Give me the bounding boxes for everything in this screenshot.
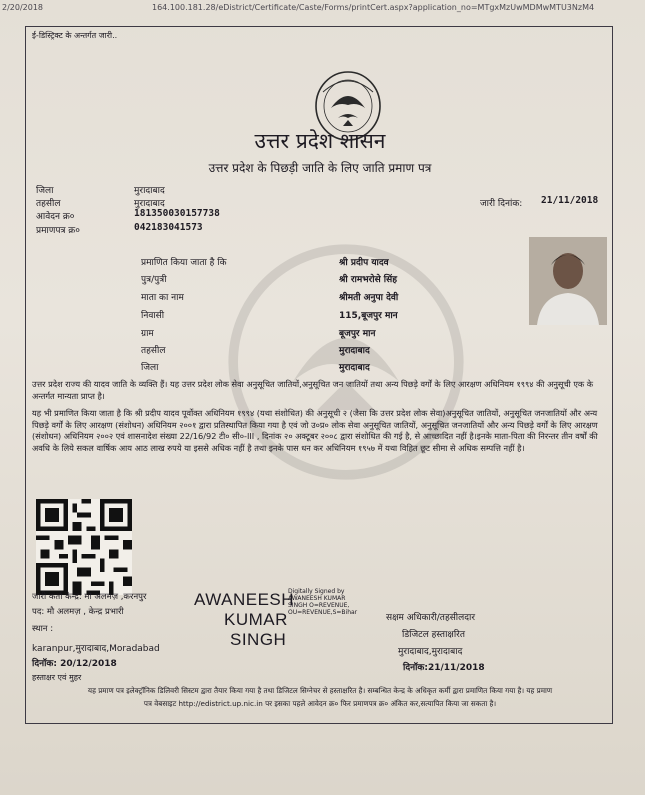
issued-under-text: ई-डिस्ट्रिक्ट के अन्तर्गत जारी..	[32, 31, 118, 40]
certificate-number-label: प्रमाणपत्र क्र०	[36, 226, 80, 236]
issue-date-value: 21/11/2018	[541, 195, 599, 206]
digital-signer-line1: AWANEESH	[194, 590, 295, 609]
digital-signer-line2: KUMAR	[224, 610, 288, 629]
detail-label: तहसील	[141, 346, 166, 356]
issue-date-label: जारी दिनांक:	[480, 199, 523, 209]
tehsil-label: तहसील	[36, 199, 61, 209]
footer-verification: पत्र वेबसाइट http://edistrict.up.nic.in पर इसका पहले आवेदन क्र० फिर प्रमाणपत्र क्र० अंकित कर,सत्यापित किया जा सकता है।	[143, 699, 497, 708]
tehsil-value: मुरादाबाद	[134, 199, 165, 209]
issuer-date: दिनॉक: 20/12/2018	[32, 659, 117, 669]
address-value: 115,बूजपुर मान	[339, 311, 398, 321]
authority-place: मुरादाबाद,मुरादाबाद	[398, 647, 463, 657]
authority-sign: डिजिटल हस्ताक्षरित	[402, 630, 465, 640]
qr-code	[36, 499, 132, 595]
digital-signature-note: Digitally Signed by	[288, 588, 345, 595]
certification-statement: यह भी प्रमाणित किया जाता है कि श्री प्रदीप यादव पूर्वोक्त अधिनियम १९९४ (यथा संशोधित) की अनुसूची २ (जैसा कि उत्तर प्रदेश लोक सेवा)अनुसूचित जातियों, अनुसूचित जनजातियों और अन्य पिछड़े वर्गों के लिए आरक्षण (संशोधन) अधिनियम २००१ द्वारा प्रतिस्थापित किया गया है एवं जो उ०प्र० लोक सेवा अनुसूचित जातियों, अनुसूचित जनजातियों और अन्य पिछड़े वर्गों के लिए आरक्षण (संशोधन) अधिनियम २००२ एवं शासनादेश संख्या 22/16/92 टी० सी०-III , दिनांक २० अक्टूबर २००८ द्वारा संशोधित की गई है, से आच्छादित नहीं है।इनके माता-पिता की निरन्तर तीन वर्षों की अवधि के लिये सकल वार्षिक आय आठ लाख रुपये या इससे अधिक नहीं है तथा इनके पास धन कर अधिनियम १९५७ में यथा विहित छूट सीमा से अधिक सम्पत्ति नहीं है।	[32, 408, 598, 453]
authority-date: दिनॉक:21/11/2018	[403, 663, 485, 673]
detail-label: प्रमाणित किया जाता है कि	[141, 258, 227, 268]
place-value: karanpur,मुरादाबाद,Moradabad	[32, 644, 160, 654]
father-name: श्री रामभरोसे सिंह	[339, 275, 397, 285]
digital-signature-note: SINGH O=REVENUE,	[288, 602, 350, 609]
digital-signer-line3: SINGH	[230, 630, 287, 649]
detail-label: निवासी	[141, 311, 165, 321]
detail-label: पुत्र/पुत्री	[141, 275, 167, 285]
digital-signature-note: AWANEESH KUMAR	[288, 595, 346, 602]
village-value: बूजपुर मान	[339, 329, 376, 339]
district-detail-value: मुरादाबाद	[339, 363, 370, 373]
page-subtitle: उत्तर प्रदेश के पिछड़ी जाति के लिए जाति प्रमाण पत्र	[208, 161, 432, 175]
district-label: जिला	[36, 186, 54, 196]
detail-label: ग्राम	[141, 329, 154, 339]
tehsil-detail-value: मुरादाबाद	[339, 346, 370, 356]
caste-statement: उत्तर प्रदेश राज्य की यादव जाति के व्यक्ति हैं। यह उत्तर प्रदेश लोक सेवा अनुसूचित जातियों,अनुसूचित जन जातियों तथा अन्य पिछड़े वर्गों के लिए आरक्षण अधिनियम १९९४ की अनुसूची एक के अन्तर्गत मान्यता प्राप्त है।	[32, 379, 594, 401]
print-url: 164.100.181.28/eDistrict/Certificate/Caste/Forms/printCert.aspx?application_no=MTgxMzUwMDMwMTU3NzM4	[152, 3, 595, 12]
authority-title: सक्षम अधिकारी/तहसीलदार	[386, 613, 476, 623]
applicant-photo	[529, 237, 607, 325]
browser-header	[0, 3, 645, 15]
district-value: मुरादाबाद	[134, 186, 165, 196]
digital-signature-note: OU=REVENUE,S=Bihar	[288, 609, 358, 616]
mother-name: श्रीमती अनुपा देवी	[339, 293, 399, 303]
detail-label: माता का नाम	[141, 293, 184, 303]
certificate-frame	[25, 26, 613, 724]
place-label: स्थान :	[32, 624, 54, 634]
application-number-value: 181350030157738	[134, 208, 220, 219]
issuing-centre: जारी कर्ता केन्द्र: मौ अलमज़ ,करनपुर	[32, 592, 147, 602]
page-title: उत्तर प्रदेश शासन	[254, 129, 386, 153]
print-date: 2/20/2018	[2, 3, 44, 12]
signature-seal-label: हस्ताक्षर एवं मुहर	[32, 673, 82, 682]
issuer-post: पद: मौ अलमज़ , केन्द्र प्रभारी	[32, 607, 124, 617]
detail-label: जिला	[141, 363, 159, 373]
application-number-label: आवेदन क्र०	[36, 212, 75, 222]
footer-note: यह प्रमाण पत्र इलेक्ट्रॉनिक डिलिवरी सिस्टम द्वारा तैयार किया गया है तथा डिजिटल सिग्नेचर से हस्ताक्षरित है। सम्बन्धित केन्द्र के अधिकृत कर्मी द्वारा प्रमाणित किया गया है। यह प्रमाण	[87, 686, 553, 695]
applicant-name: श्री प्रदीप यादव	[339, 258, 389, 268]
certificate-number-value: 042183041573	[134, 222, 203, 233]
